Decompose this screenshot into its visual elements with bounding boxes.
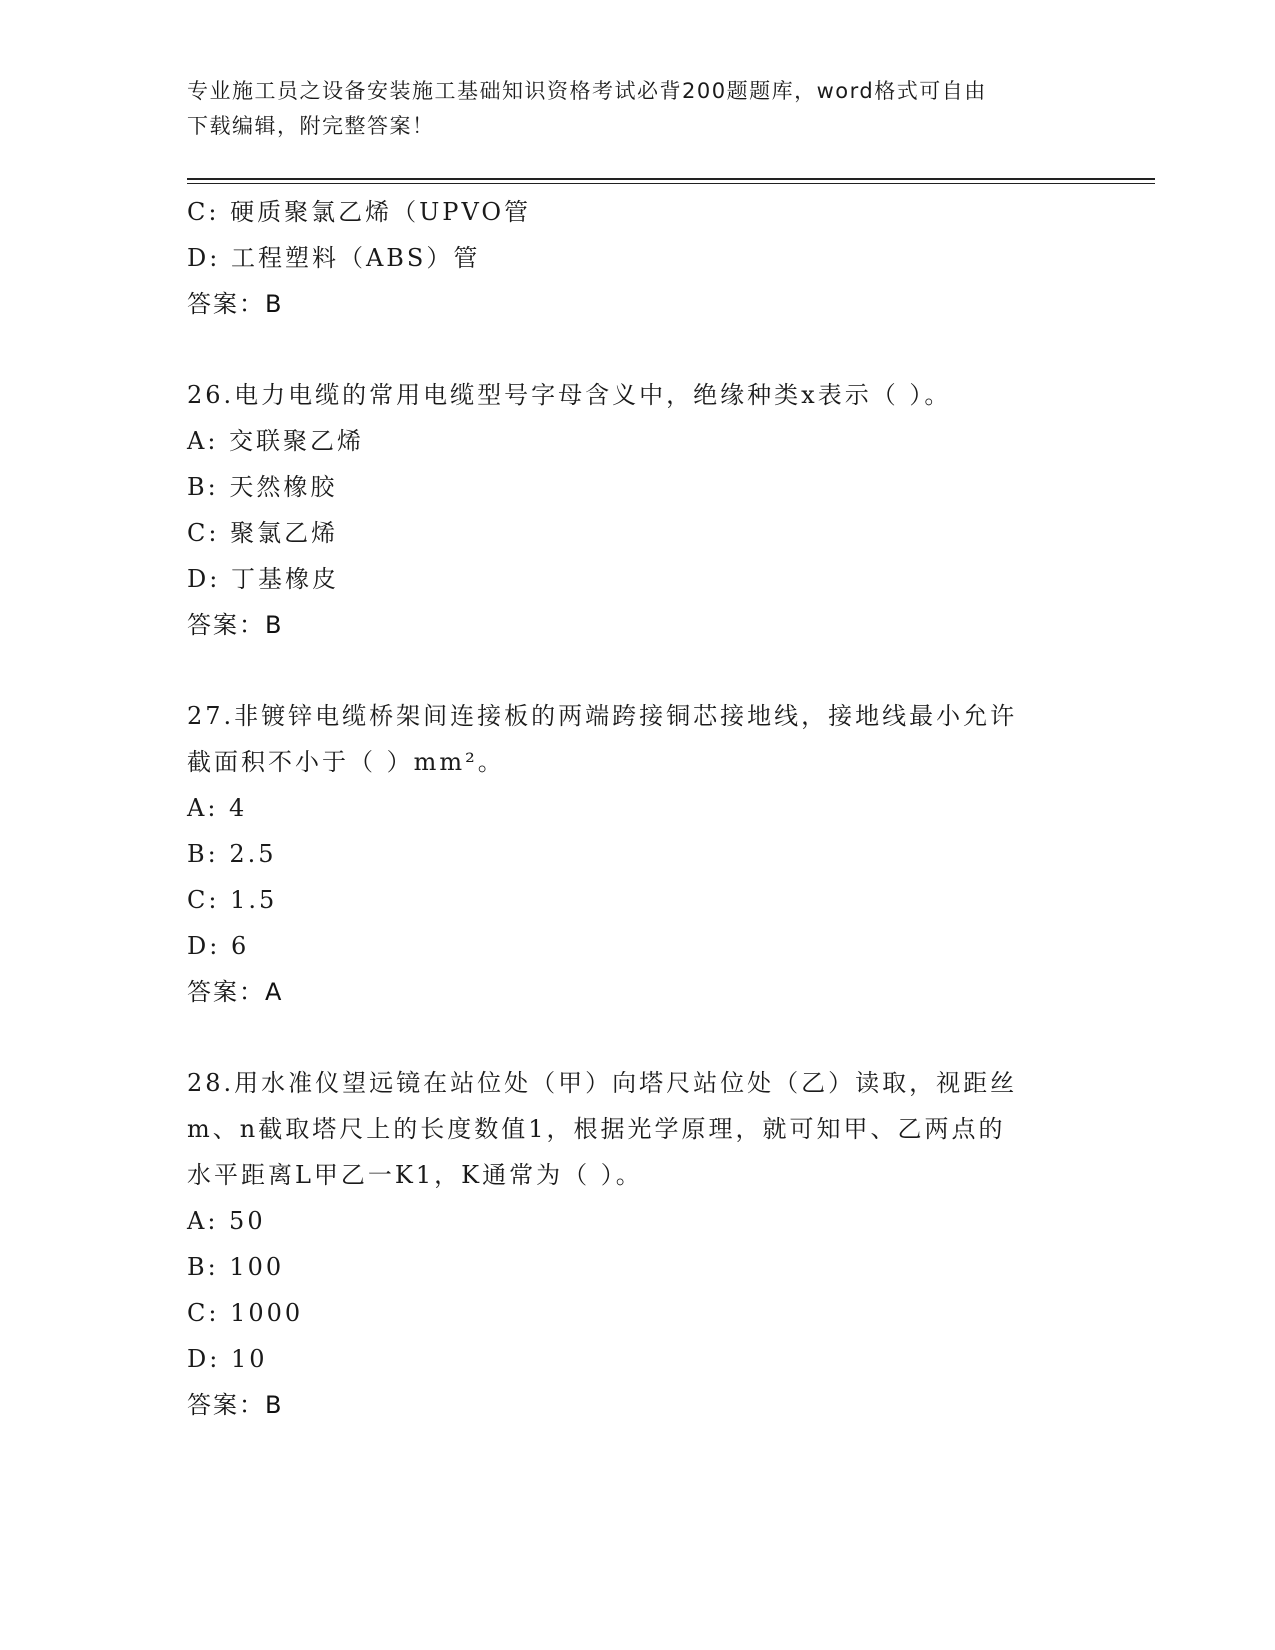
option-a: A: 4 [187,794,248,822]
answer-line: 答案：B [187,611,284,639]
option-d: D: 工程塑料（ABS）管 [187,244,481,272]
question-25-tail [187,189,1087,327]
option-d: D: 10 [187,1345,268,1373]
header-line-2: 下载编辑，附完整答案！ [187,114,435,138]
option-d: D: 6 [187,932,250,960]
answer-line: 答案：A [187,978,284,1006]
option-b: B: 100 [187,1253,285,1281]
question-stem-line-2: m、n截取塔尺上的长度数值1，根据光学原理，就可知甲、乙两点的 [187,1115,1006,1143]
question-stem-line-2: 截面积不小于（ ）mm²。 [187,748,505,776]
option-c: C: 聚氯乙烯 [187,519,339,547]
option-b: B: 2.5 [187,840,277,868]
answer-line: 答案：B [187,290,284,318]
option-a: A: 50 [187,1207,266,1235]
document-header [187,74,1087,144]
question-28 [187,1060,1087,1428]
option-a: A: 交联聚乙烯 [187,427,365,455]
option-c: C: 1.5 [187,886,278,914]
question-stem-line-1: 28.用水准仪望远镜在站位处（甲）向塔尺站位处（乙）读取，视距丝 [187,1069,1018,1097]
option-d: D: 丁基橡皮 [187,565,339,593]
question-stem-line-3: 水平距离L甲乙一K1，K通常为（ ）。 [187,1161,643,1189]
question-27 [187,693,1087,1015]
option-b: B: 天然橡胶 [187,473,338,501]
answer-line: 答案：B [187,1391,284,1419]
option-c: C: 1000 [187,1299,304,1327]
question-list [187,189,1087,1428]
header-divider [187,178,1155,184]
option-c: C: 硬质聚氯乙烯（UPVO管 [187,198,532,226]
question-26 [187,372,1087,648]
question-stem-line-1: 27.非镀锌电缆桥架间连接板的两端跨接铜芯接地线，接地线最小允许 [187,702,1018,730]
header-line-1: 专业施工员之设备安装施工基础知识资格考试必背200题题库，word格式可自由 [187,79,987,103]
question-stem: 26.电力电缆的常用电缆型号字母含义中，绝缘种类x表示（ ）。 [187,381,952,409]
